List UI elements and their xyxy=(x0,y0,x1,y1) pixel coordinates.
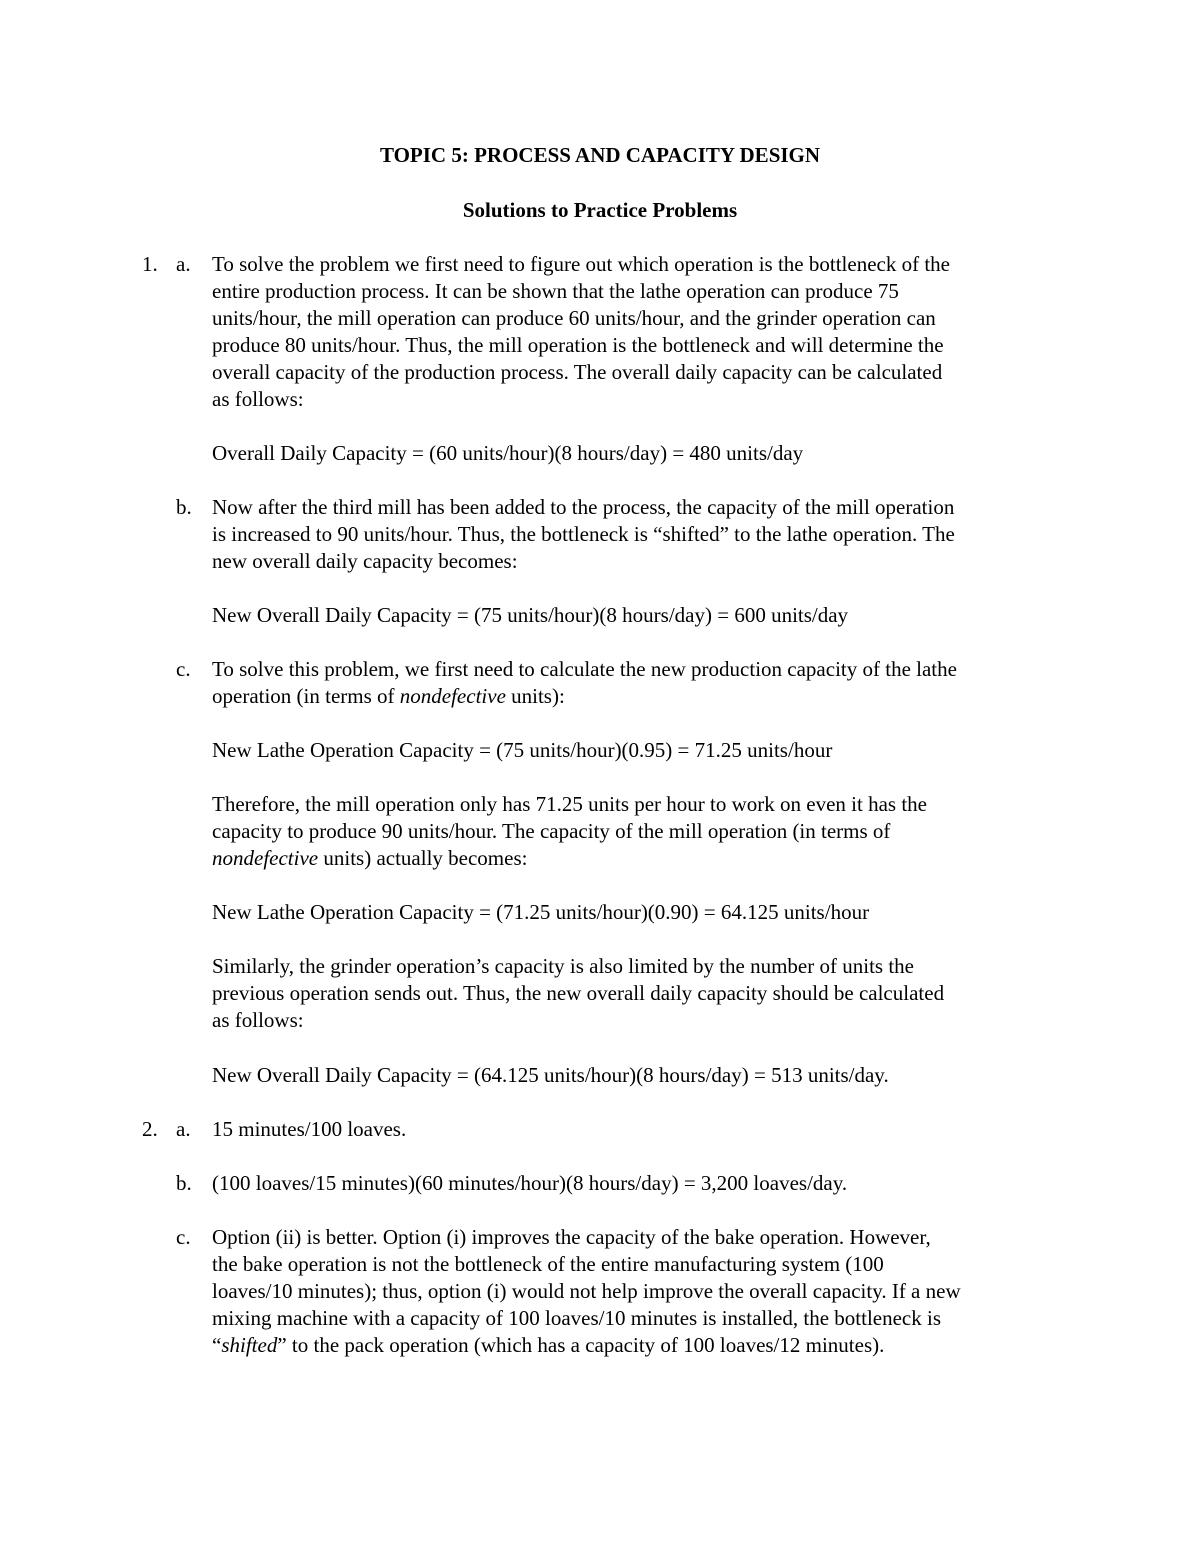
text-line: overall capacity of the production process. The overall daily capacity can be calculated xyxy=(212,360,943,384)
text-segment: ” to the pack operation (which has a capacity of 100 loaves/12 minutes). xyxy=(277,1333,885,1357)
page-subtitle: Solutions to Practice Problems xyxy=(462,198,738,222)
question-1c-formula-2: New Lathe Operation Capacity = (71.25 units/hour)(0.90) = 64.125 units/hour xyxy=(212,900,870,924)
text-line: produce 80 units/hour. Thus, the mill operation is the bottleneck and will determine the xyxy=(212,333,944,357)
text-line: loaves/10 minutes); thus, option (i) would not help improve the overall capacity. If a new xyxy=(212,1279,961,1303)
text-line xyxy=(212,683,1072,710)
text-line: is increased to 90 units/hour. Thus, the bottleneck is “shifted” to the lathe operation. The xyxy=(212,522,955,546)
text-line xyxy=(212,1332,1072,1359)
text-line: entire production process. It can be shown that the lathe operation can produce 75 xyxy=(212,279,899,303)
question-1c-formula-3: New Overall Daily Capacity = (64.125 units/hour)(8 hours/day) = 513 units/day. xyxy=(212,1063,889,1087)
text-line: To solve the problem we first need to figure out which operation is the bottleneck of the xyxy=(212,252,950,276)
text-line: To solve this problem, we first need to calculate the new production capacity of the lathe xyxy=(212,657,957,681)
text-line: as follows: xyxy=(212,1008,304,1032)
question-1a-paragraph xyxy=(212,251,1072,413)
text-segment: operation (in terms of xyxy=(212,684,400,708)
text-line: Option (ii) is better. Option (i) improves the capacity of the bake operation. However, xyxy=(212,1225,931,1249)
emphasis-text: nondefective xyxy=(399,684,506,708)
question-2c-paragraph xyxy=(212,1224,1072,1359)
question-2a-text: 15 minutes/100 loaves. xyxy=(212,1117,407,1141)
question-1b-formula: New Overall Daily Capacity = (75 units/hour)(8 hours/day) = 600 units/day xyxy=(212,603,849,627)
question-1c-paragraph-2 xyxy=(212,791,1072,872)
question-1a-formula: Overall Daily Capacity = (60 units/hour)(8 hours/day) = 480 units/day xyxy=(212,441,804,465)
emphasis-text: shifted xyxy=(221,1333,278,1357)
text-segment: “ xyxy=(212,1333,222,1357)
question-1c-paragraph xyxy=(212,656,1072,710)
question-2c-letter: c. xyxy=(176,1225,191,1249)
text-line: Now after the third mill has been added to the process, the capacity of the mill operation xyxy=(212,495,955,519)
text-line: Similarly, the grinder operation’s capacity is also limited by the number of units the xyxy=(212,954,914,978)
text-line: as follows: xyxy=(212,387,304,411)
question-2-number: 2. xyxy=(142,1117,158,1141)
text-segment: units) actually becomes: xyxy=(318,846,528,870)
text-line: capacity to produce 90 units/hour. The capacity of the mill operation (in terms of xyxy=(212,819,891,843)
question-1a-letter: a. xyxy=(176,252,191,276)
text-line: the bake operation is not the bottleneck of the entire manufacturing system (100 xyxy=(212,1252,884,1276)
question-1c-paragraph-3 xyxy=(212,953,1072,1034)
question-1b-paragraph xyxy=(212,494,1072,575)
text-line: units/hour, the mill operation can produce 60 units/hour, and the grinder operation can xyxy=(212,306,936,330)
question-1c-letter: c. xyxy=(176,657,191,681)
question-2a-letter: a. xyxy=(176,1117,191,1141)
text-line: new overall daily capacity becomes: xyxy=(212,549,518,573)
page-title: TOPIC 5: PROCESS AND CAPACITY DESIGN xyxy=(379,143,821,167)
text-line: mixing machine with a capacity of 100 loaves/10 minutes is installed, the bottleneck is xyxy=(212,1306,942,1330)
text-line: Therefore, the mill operation only has 71.25 units per hour to work on even it has the xyxy=(212,792,927,816)
question-1c-formula-1: New Lathe Operation Capacity = (75 units/hour)(0.95) = 71.25 units/hour xyxy=(212,738,833,762)
question-1-number: 1. xyxy=(142,252,158,276)
emphasis-text: nondefective xyxy=(212,846,319,870)
question-2b-text: (100 loaves/15 minutes)(60 minutes/hour)(8 hours/day) = 3,200 loaves/day. xyxy=(212,1171,848,1195)
text-line: previous operation sends out. Thus, the new overall daily capacity should be calculated xyxy=(212,981,945,1005)
question-2b-letter: b. xyxy=(176,1171,192,1195)
text-segment: units): xyxy=(505,684,565,708)
text-line xyxy=(212,845,1072,872)
question-1b-letter: b. xyxy=(176,495,192,519)
